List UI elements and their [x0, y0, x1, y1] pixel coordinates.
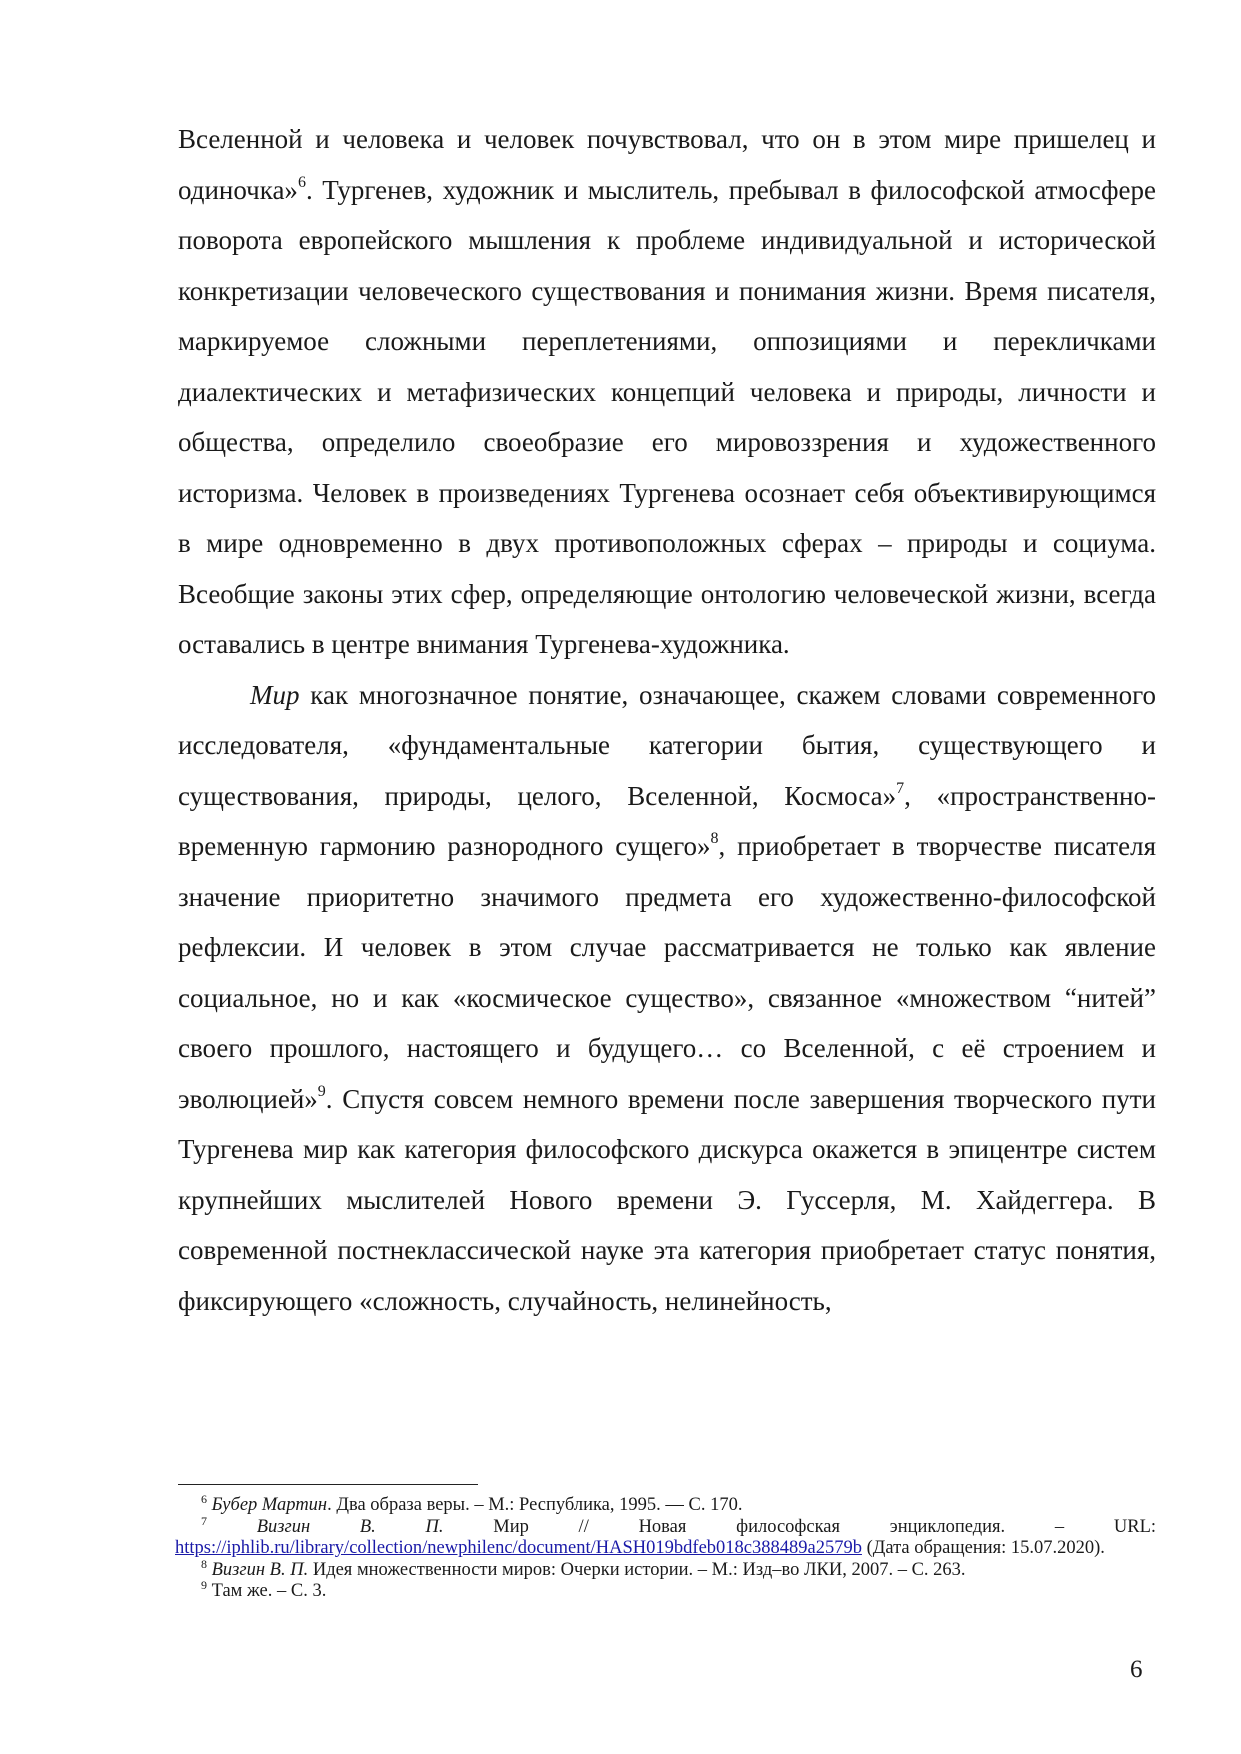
- footnote-8-text: Идея множественности миров: Очерки истории. – М.: Изд–во ЛКИ, 2007. – С. 263.: [308, 1559, 966, 1580]
- main-text: [178, 114, 1156, 1326]
- paragraph-1-text-a: Вселенной и человека и человек почувствовал, что он в этом мире пришелец и одиночка»: [178, 124, 1156, 205]
- paragraph-2: [178, 670, 1156, 1327]
- footnote-6-number: 6: [201, 1492, 207, 1506]
- paragraph-1: [178, 114, 1156, 670]
- footnote-9-text: Там же. – С. 3.: [207, 1581, 327, 1601]
- footnote-8: [175, 1556, 1156, 1582]
- footnote-8-number: 8: [201, 1556, 207, 1571]
- footnote-7: [175, 1513, 1157, 1560]
- paragraph-2-text-c: , приобретает в творчестве писателя значение приоритетно значимого предмета его художественно-философской рефлексии. И человек в этом случае рассматривается не только как явление социальное, но и как «космическое существо», связанное «множеством “нитей” своего прошлого, настоящего и будущего… со Вселенной, с её строением и эволюцией»: [178, 831, 1156, 1114]
- page-number: 6: [1130, 1656, 1143, 1683]
- footnote-9-number: 9: [201, 1578, 207, 1592]
- paragraph-2-italic-term: Мир: [250, 679, 300, 710]
- footnote-7-text: Мир // Новая философская энциклопедия. – URL:: [443, 1516, 1157, 1537]
- footnote-ref-7[interactable]: 7: [896, 779, 905, 797]
- paragraph-2-text-a: как многозначное понятие, означающее, скажем словами современного исследователя, «фундаментальные категории бытия, существующего и существования, природы, целого, Вселенной, Космоса»: [178, 679, 1156, 811]
- footnote-ref-8[interactable]: 8: [710, 830, 719, 847]
- footnote-ref-9[interactable]: 9: [317, 1082, 326, 1100]
- footnote-7-author: Визгин В. П.: [256, 1516, 444, 1537]
- footnote-ref-6[interactable]: 6: [297, 173, 306, 191]
- footnote-8-author: Визгин В. П.: [211, 1559, 309, 1580]
- footnote-separator: [178, 1484, 478, 1485]
- footnote-9: [175, 1578, 1156, 1603]
- footnote-7-number: 7: [201, 1513, 207, 1528]
- footnotes: [175, 1492, 1157, 1603]
- paragraph-1-text-b: . Тургенев, художник и мыслитель, пребывал в философской атмосфере поворота европейского мышления к проблеме индивидуальной и исторической конкретизации человеческого существования и понимания жизни. Время писателя, маркируемое сложными переплетениями, оппозициями и перекличками диалектических и метафизических концепций человека и природы, личности и общества, определило своеобразие его мировоззрения и художественного историзма. Человек в произведениях Тургенева осознает себя объективирующимся в мире одновременно в двух противоположных сферах – природы и социума. Всеобщие законы этих сфер, определяющие онтологию человеческой жизни, всегда оставались в центре внимания Тургенева-художника.: [178, 174, 1156, 659]
- footnote-7-access-date: (Дата обращения: 15.07.2020).: [861, 1538, 1105, 1558]
- paragraph-2-text-d: . Спустя совсем немного времени после завершения творческого пути Тургенева мир как категория философского дискурса окажется в эпицентре систем крупнейших мыслителей Нового времени Э. Гуссерля, М. Хайдеггера. В современной постнеклассической науке эта категория приобретает статус понятия, фиксирующего «сложность, случайность, нелинейность,: [178, 1083, 1156, 1316]
- footnote-6: [175, 1492, 1156, 1517]
- footnote-7-url-link[interactable]: https://iphlib.ru/library/collection/newphilenc/document/HASH019bdfeb018c388489a2579b: [175, 1538, 862, 1558]
- footnote-6-text: . Два образа веры. – М.: Республика, 1995. — С. 170.: [327, 1495, 743, 1515]
- paragraph-2-text-b: , «пространственно-временную гармонию разнородного сущего»: [178, 780, 1156, 861]
- footnote-6-author: Бубер Мартин: [211, 1495, 328, 1515]
